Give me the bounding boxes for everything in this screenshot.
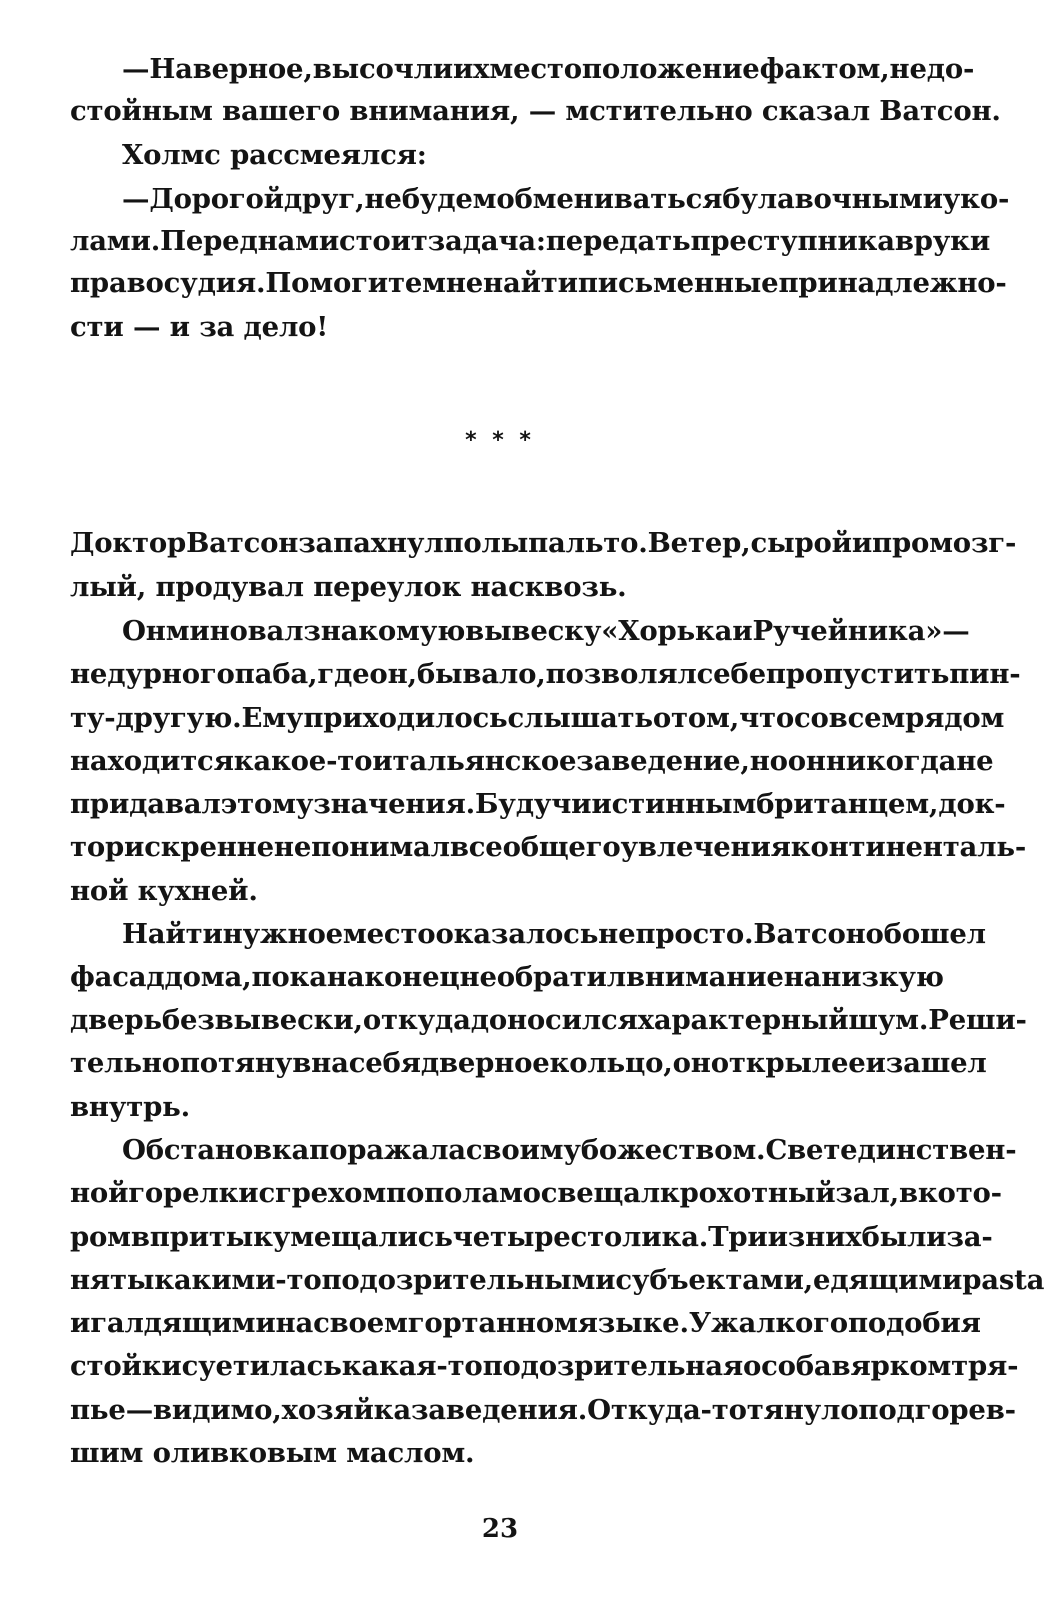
text-line: фасад дома, пока наконец не обратил внимание на низкую <box>70 961 944 993</box>
text-line: и галдящими на своем гортанном языке. У жалкого подобия <box>70 1307 981 1339</box>
text-line: правосудия. Помогите мне найти письменные принадлежно- <box>70 267 1007 299</box>
page-number: 23 <box>481 1514 519 1544</box>
text-line: шим оливковым маслом. <box>70 1437 475 1469</box>
text-line: ту-другую. Ему приходилось слышать о том, что совсем рядом <box>70 702 1005 734</box>
text-line: ной горелки с грехом пополам освещал крохотный зал, в кото- <box>70 1177 1002 1209</box>
text-line: дверь без вывески, откуда доносился характерный шум. Реши- <box>70 1004 1027 1036</box>
text-line: находится какое-то итальянское заведение, но он никогда не <box>70 745 994 777</box>
text-line: ной кухней. <box>70 875 258 907</box>
text-line: придавал этому значения. Будучи истинным британцем, док- <box>70 788 1006 820</box>
text-line: Доктор Ватсон запахнул полы пальто. Ветер, сырой и промозг- <box>70 527 1017 559</box>
text-line: Найти нужное место оказалось непросто. Ватсон обошел <box>122 918 986 950</box>
text-line: недурного паба, где он, бывало, позволял себе пропустить пин- <box>70 658 1021 690</box>
text-line: пье — видимо, хозяйка заведения. Откуда-то тянуло подгорев- <box>70 1394 1016 1426</box>
text-line: тор искренне не понимал всеобщего увлечения континенталь- <box>70 831 1027 863</box>
section-separator: * * * <box>465 428 535 453</box>
text-line: Он миновал знакомую вывеску «Хорька и Ручейника» — <box>122 615 970 647</box>
text-line: стойки суетилась какая-то подозрительная особа в ярком тря- <box>70 1350 1019 1382</box>
text-line: — Дорогой друг, не будем обмениваться булавочными уко- <box>122 183 1010 215</box>
text-line: внутрь. <box>70 1091 190 1123</box>
text-line: лами. Перед нами стоит задача: передать преступника в руки <box>70 225 991 257</box>
text-line: Обстановка поражала своим убожеством. Свет единствен- <box>122 1134 1017 1166</box>
text-line: няты какими-то подозрительными субъектами, едящими pasta <box>70 1264 1044 1296</box>
text-line: стойным вашего внимания, — мстительно сказал Ватсон. <box>70 95 1001 127</box>
text-line: тельно потянув на себя дверное кольцо, он открыл ее и зашел <box>70 1047 987 1079</box>
text-line: ром впритык умещались четыре столика. Три из них были за- <box>70 1221 993 1253</box>
text-line: сти — и за дело! <box>70 311 329 343</box>
text-line: — Наверное, вы сочли их местоположение фактом, недо- <box>122 53 975 85</box>
text-line: лый, продувал переулок насквозь. <box>70 571 627 603</box>
text-line: Холмс рассмеялся: <box>122 139 427 171</box>
